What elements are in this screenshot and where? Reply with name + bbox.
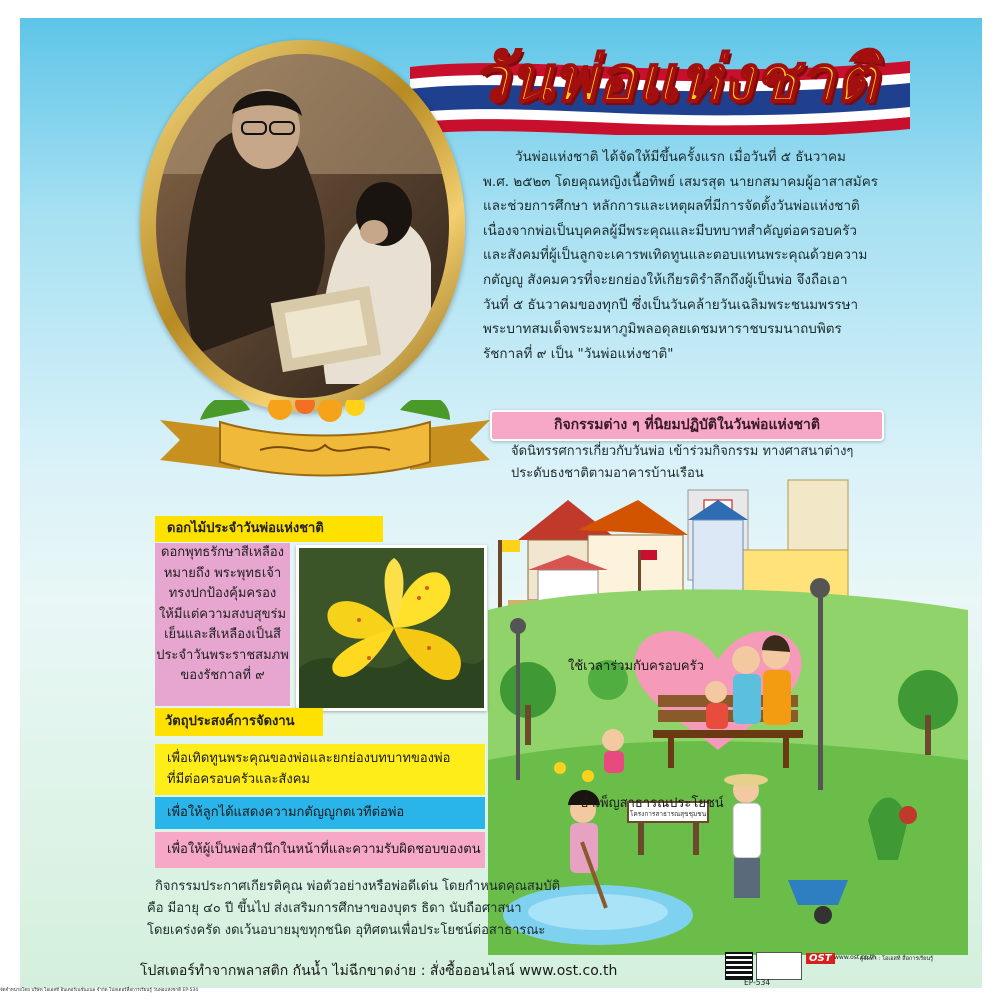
- intro-line: กตัญญู สังคมควรที่จะยกย่องให้เกียรติรำลึกถึงผู้เป็นพ่อ จึงถือเอา: [483, 271, 848, 288]
- publisher-note: ผู้จัดทำ : โอเอสที สื่อการเรียนรู้: [860, 956, 934, 962]
- ost-logo: OST: [806, 953, 835, 964]
- intro-line: เนื่องจากพ่อเป็นบุคคลผู้มีพระคุณและมีบทบาทสำคัญต่อครอบครัว: [483, 222, 857, 239]
- flower-line: เย็นและสีเหลืองเป็นสี: [164, 627, 281, 642]
- closing-line: โดยเคร่งครัด งดเว้นอบายมุขทุกชนิด อุทิศตนเพื่อประโยชน์ต่อสาธารณะ: [147, 923, 546, 938]
- flower-description: [155, 543, 290, 706]
- activities-line: ประดับธงชาติตามอาคารบ้านเรือน: [511, 466, 704, 481]
- public-service-label: บำเพ็ญสาธารณประโยชน์: [580, 796, 724, 811]
- flower-line: ดอกพุทธรักษาสีเหลือง: [161, 545, 284, 560]
- decorative-ribbon: [160, 400, 490, 480]
- flower-line: ประจำวันพระราชสมภพ: [156, 647, 289, 663]
- product-code: EP-534: [744, 978, 771, 987]
- objectives-heading: วัตถุประสงค์การจัดงาน: [155, 708, 323, 736]
- intro-line: พ.ศ. ๒๕๒๓ โดยคุณหญิงเนื้อทิพย์ เสมรสุต นายกสมาคมผู้อาสาสมัคร: [483, 173, 878, 190]
- product-label-box: [756, 952, 802, 980]
- fine-print: จัดจำหน่ายโดย บริษัท โอเอสที อินเตอร์เนชั่นแนล จำกัด โปสเตอร์สื่อการเรียนรู้ วันพ่อแห่งชาติ EP-534: [0, 988, 199, 993]
- intro-line: รัชกาลที่ ๙ เป็น "วันพ่อแห่งชาติ": [483, 345, 674, 362]
- activities-line: จัดนิทรรศการเกี่ยวกับวันพ่อ เข้าร่วมกิจกรรม ทางศาสนาต่างๆ: [511, 444, 854, 459]
- flower-line: ให้มีแต่ความสงบสุขร่ม: [158, 606, 287, 622]
- intro-line: และสังคมที่ผู้เป็นลูกจะเคารพเทิดทูนและตอบแทนพระคุณด้วยความ: [483, 247, 868, 264]
- objective-item: เพื่อให้ผู้เป็นพ่อสำนึกในหน้าที่และความรับผิดชอบของตน: [155, 832, 485, 868]
- service-sign-text: โครงการสาธารณสุขชุมชน: [629, 810, 707, 818]
- qr-code: [725, 952, 753, 980]
- flower-line: ของรัชกาลที่ ๙: [180, 668, 265, 683]
- closing-line: คือ มีอายุ ๔๐ ปี ขึ้นไป ส่งเสริมการศึกษาของบุตร ธิดา นับถือศาสนา: [147, 901, 522, 916]
- intro-line: วันพ่อแห่งชาติ ได้จัดให้มีขึ้นครั้งแรก เมื่อวันที่ ๕ ธันวาคม: [515, 149, 846, 165]
- flower-line: หมายถึง พระพุทธเจ้า: [163, 565, 282, 581]
- flower-heading: ดอกไม้ประจำวันพ่อแห่งชาติ: [155, 516, 383, 542]
- footer-text: โปสเตอร์ทำจากพลาสติก กันน้ำ ไม่ฉีกขาดง่าย : สั่งซื้อออนไลน์ www.ost.co.th: [140, 963, 618, 979]
- king-with-child-photo: [156, 54, 449, 398]
- objective-item: เพื่อให้ลูกได้แสดงความกตัญญูกตเวทีต่อพ่อ: [155, 797, 485, 829]
- intro-line: พระบาทสมเด็จพระมหาภูมิพลอดุลยเดชมหาราชบรมนาถบพิตร: [483, 321, 842, 338]
- canna-flower-photo: [296, 545, 487, 711]
- intro-line: วันที่ ๕ ธันวาคมของทุกปี ซึ่งเป็นวันคล้ายวันเฉลิมพระชนมพรรษา: [483, 296, 859, 313]
- activities-heading: กิจกรรมต่าง ๆ ที่นิยมปฏิบัติในวันพ่อแห่งชาติ: [490, 410, 884, 441]
- objective-line: ที่มีต่อครอบครัวและสังคม: [167, 772, 310, 787]
- closing-line: กิจกรรมประกาศเกียรติคุณ พ่อตัวอย่างหรือพ่อดีเด่น โดยกำหนดคุณสมบัติ: [155, 879, 561, 894]
- flower-line: ทรงปกป้องคุ้มครอง: [168, 586, 277, 601]
- closing-paragraph: [147, 876, 707, 942]
- brand-website: www.ost.co.th: [834, 954, 877, 961]
- intro-paragraph: [483, 145, 883, 366]
- intro-line: และช่วยการศึกษา หลักการและเหตุผลที่มีการจัดตั้งวันพ่อแห่งชาติ: [483, 198, 860, 215]
- objective-item: [155, 744, 485, 795]
- family-time-label: ใช้เวลาร่วมกับครอบครัว: [568, 659, 704, 674]
- objective-line: เพื่อเทิดทูนพระคุณของพ่อและยกย่องบทบาทของพ่อ: [167, 751, 451, 766]
- page-title: วันพ่อแห่งชาติ: [472, 42, 878, 117]
